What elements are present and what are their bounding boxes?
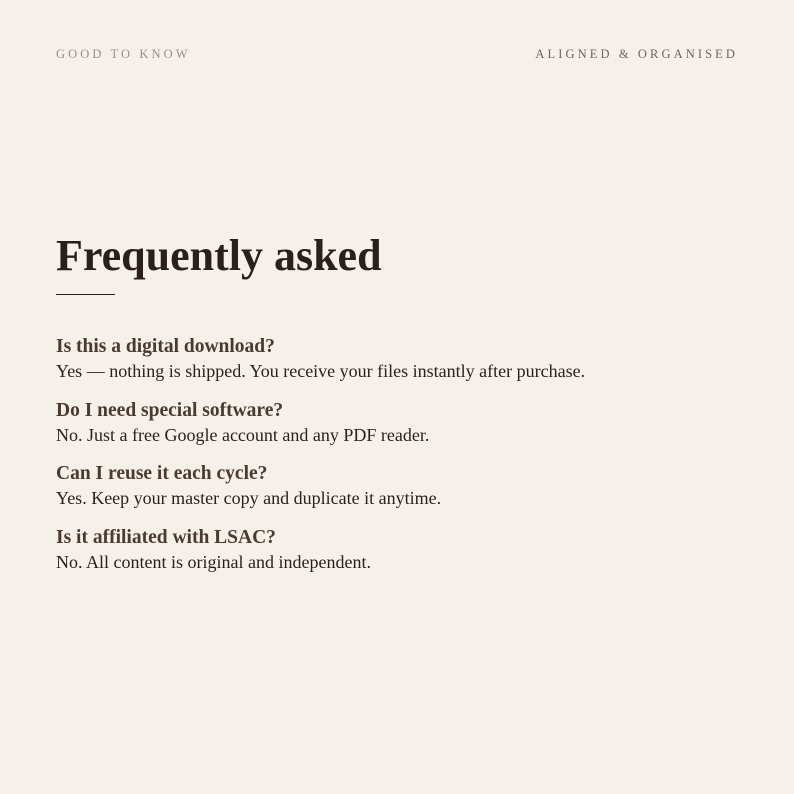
brand-tagline: ALIGNED & ORGANISED bbox=[535, 47, 738, 61]
faq-answer: Yes — nothing is shipped. You receive your files instantly after purchase. bbox=[56, 361, 586, 381]
faq-list bbox=[56, 334, 746, 588]
faq-item bbox=[56, 398, 746, 462]
eyebrow-label: GOOD TO KNOW bbox=[56, 47, 191, 61]
faq-answer: Yes. Keep your master copy and duplicate it anytime. bbox=[56, 488, 442, 508]
faq-item bbox=[56, 461, 746, 525]
faq-answer: No. Just a free Google account and any PDF reader. bbox=[56, 424, 430, 445]
faq-item bbox=[56, 525, 746, 589]
title-divider bbox=[56, 294, 115, 295]
faq-question: Do I need special software? bbox=[56, 399, 284, 421]
faq-question: Can I reuse it each cycle? bbox=[56, 463, 268, 484]
faq-answer: No. All content is original and independent. bbox=[56, 551, 371, 572]
faq-question: Is this a digital download? bbox=[56, 336, 275, 357]
faq-item bbox=[56, 334, 746, 398]
faq-question: Is it affiliated with LSAC? bbox=[56, 526, 276, 548]
page-title: Frequently asked bbox=[56, 231, 382, 280]
